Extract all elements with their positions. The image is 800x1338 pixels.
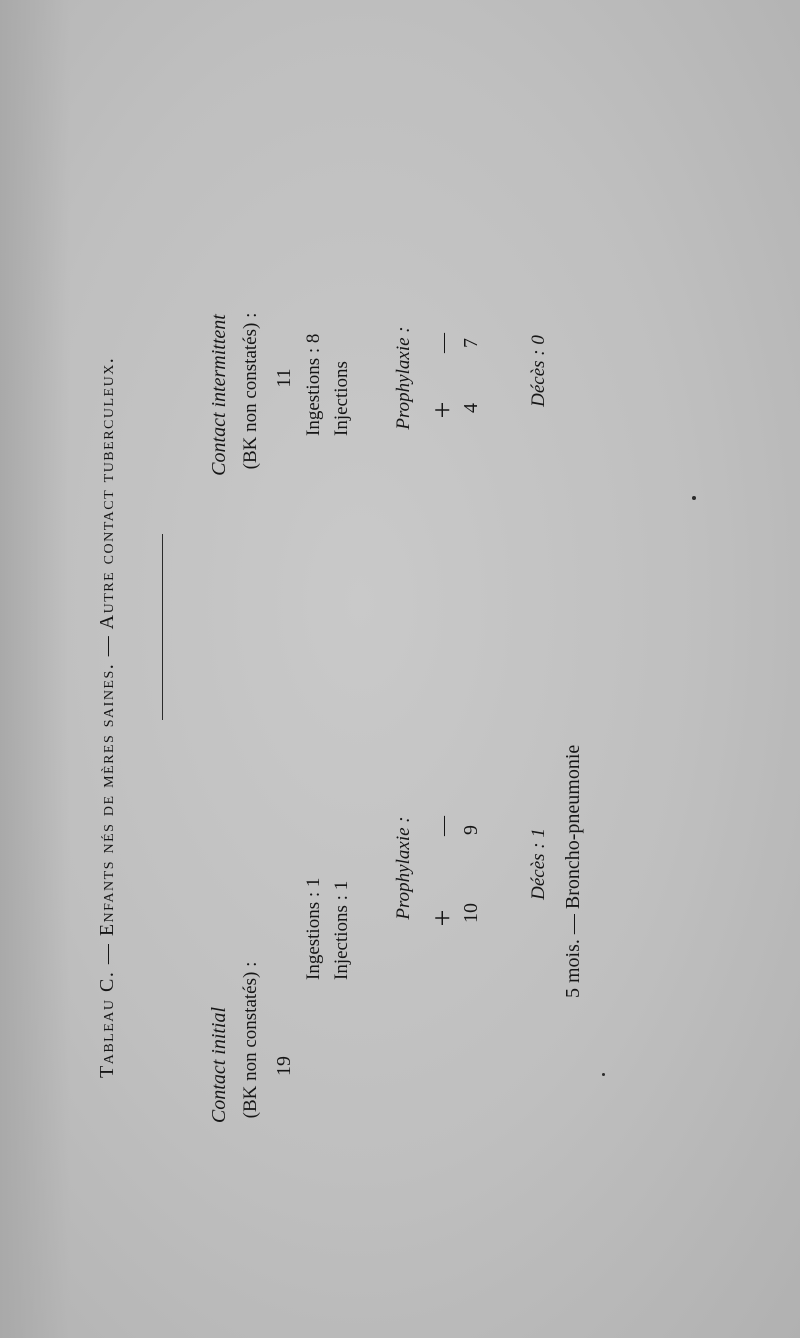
right-minus-sign: — <box>432 333 454 353</box>
left-bk-note: (BK non constatés) : <box>240 961 261 1119</box>
title-divider <box>162 534 163 720</box>
table-title <box>96 357 119 1078</box>
left-injections: Injections : 1 <box>331 880 352 980</box>
right-total: 11 <box>273 368 295 388</box>
scan-speck <box>692 496 696 500</box>
left-minus-value: 9 <box>460 825 482 835</box>
left-plus-value: 10 <box>460 903 482 923</box>
right-column-heading: Contact intermittent <box>208 314 230 476</box>
left-column-heading: Contact initial <box>208 1006 230 1124</box>
scan-speck <box>602 1073 605 1076</box>
right-plus-value: 4 <box>460 403 482 413</box>
right-prophylaxie-label: Prophylaxie : <box>393 326 414 430</box>
right-ingestions: Ingestions : 8 <box>303 333 324 436</box>
left-deces-note: 5 mois. — Broncho-pneumonie <box>562 744 584 998</box>
right-plus-sign: + <box>426 401 459 419</box>
left-ingestions: Ingestions : 1 <box>303 877 324 980</box>
left-total: 19 <box>273 1056 295 1076</box>
table-title-prefix: Tableau C. — <box>96 936 118 1078</box>
right-deces: Décès : 0 <box>528 335 549 407</box>
left-prophylaxie-label: Prophylaxie : <box>393 816 414 920</box>
right-minus-value: 7 <box>460 338 482 348</box>
table-title-main: Enfants nés de mères saines. — Autre contact tuberculeux. <box>96 356 118 937</box>
left-deces: Décès : 1 <box>528 828 549 900</box>
right-bk-note: (BK non constatés) : <box>240 312 261 470</box>
right-injections: Injections <box>331 361 352 436</box>
left-minus-sign: — <box>432 816 454 836</box>
left-plus-sign: + <box>426 909 459 927</box>
